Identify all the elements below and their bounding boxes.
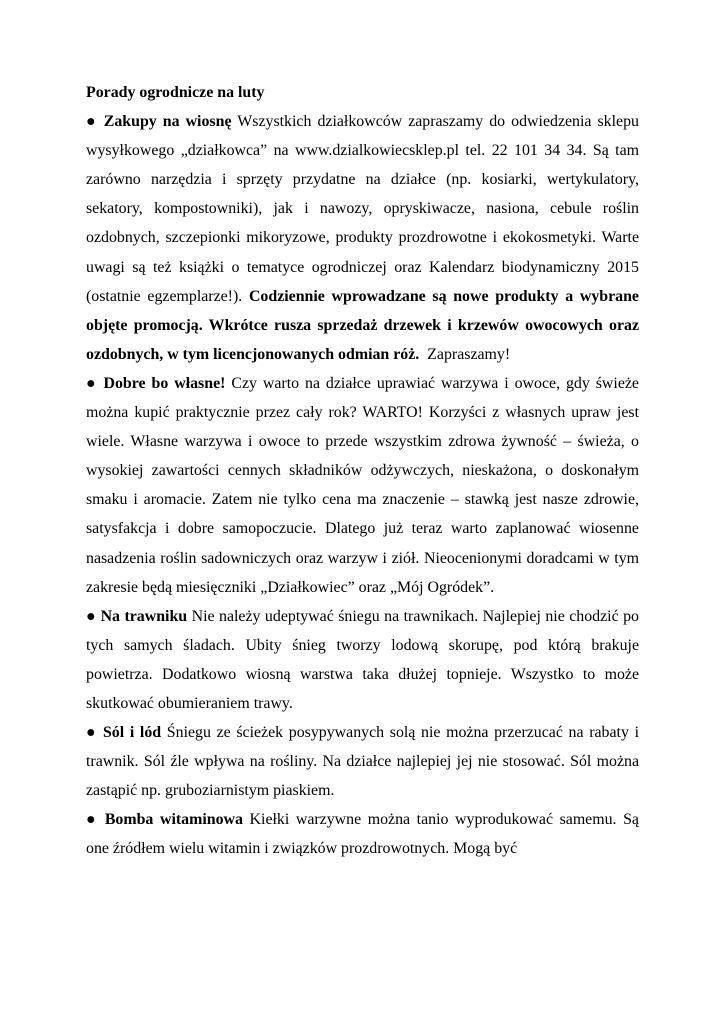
bullet-icon: ● [86, 113, 98, 131]
section-text: Śniegu ze ścieżek posypywanych solą nie można przerzucać na rabaty i trawnik. Sól źle wpływa na rośliny. Na działce najlepiej jej nie stosować. Sól można zastąpić np. gruboziarnistym piaskiem. [86, 724, 639, 800]
section-dobre-bo-wlasne [86, 369, 639, 602]
section-heading: Na trawniku [100, 607, 188, 625]
section-sol-i-lod [86, 718, 639, 805]
bullet-icon: ● [86, 374, 98, 392]
bullet-icon: ● [86, 607, 97, 625]
section-heading: Bomba witaminowa [104, 811, 243, 829]
section-heading: Dobre bo własne! [103, 374, 226, 392]
section-text: Wszystkich działkowców zapraszamy do odwiedzenia sklepu wysyłkowego „działkowca” na www.dzialkowiecsklep.pl tel. 22 101 34 34. Są tam zarówno narzędzia i sprzęty przydatne na działce (np. kosiarki, wertykulatory, sekatory, kompostowniki), jak i nawozy, opryskiwacze, nasiona, cebule roślin ozdobnych, szczepionki mikoryzowe, produkty prozdrowotne i ekokosmetyki. Warte uwagi są też książki o tematyce ogrodniczej oraz Kalendarz biodynamiczny 2015 (ostatnie egzemplarze!). [86, 113, 639, 305]
section-heading: Sól i lód [102, 724, 162, 742]
bullet-icon: ● [86, 724, 98, 742]
section-text: Nie należy udeptywać śniegu na trawnikach. Najlepiej nie chodzić po tych samych śladach. Ubity śnieg tworzy lodową skorupę, pod którą brakuje powietrza. Dodatkowo wiosną warstwa taka dłużej topnieje. Wszystko to może skutkować obumieraniem trawy. [86, 607, 639, 712]
section-text: Kiełki warzywne można tanio wyprodukować samemu. Są one źródłem wielu witamin i związków prozdrowotnych. Mogą być [86, 811, 639, 858]
document-page [86, 78, 639, 864]
section-bold-text: Codziennie wprowadzane są nowe produkty a wybrane objęte promocją. Wkrótce rusza sprzedaż drzewek i krzewów owocowych oraz ozdobnych, w tym licencjonowanych odmian róż. [86, 287, 639, 363]
document-title: Porady ogrodnicze na luty [86, 84, 265, 101]
section-heading: Zakupy na wiosnę [103, 113, 232, 131]
section-na-trawniku [86, 602, 639, 718]
bullet-icon: ● [86, 811, 99, 829]
section-zakupy-na-wiosne [86, 107, 639, 369]
section-text: Czy warto na działce uprawiać warzywa i owoce, gdy świeże można kupić praktycznie przez cały rok? WARTO! Korzyści z własnych upraw jest wiele. Własne warzywa i owoce to przede wszystkim zdrowa żywność – świeża, o wysokiej zawartości cennych składników odżywczych, nieskażona, o doskonałym smaku i aromacie. Zatem nie tylko cena ma znaczenie – stawką jest nasze zdrowie, satysfakcja i dobre samopoczucie. Dlatego już teraz warto zaplanować wiosenne nasadzenia roślin sadowniczych oraz warzyw i ziół. Nieocenionymi doradcami w tym zakresie będą miesięczniki „Działkowiec” oraz „Mój Ogródek”. [86, 374, 639, 596]
section-text-closing: Zapraszamy! [427, 345, 511, 363]
section-bomba-witaminowa [86, 805, 639, 863]
